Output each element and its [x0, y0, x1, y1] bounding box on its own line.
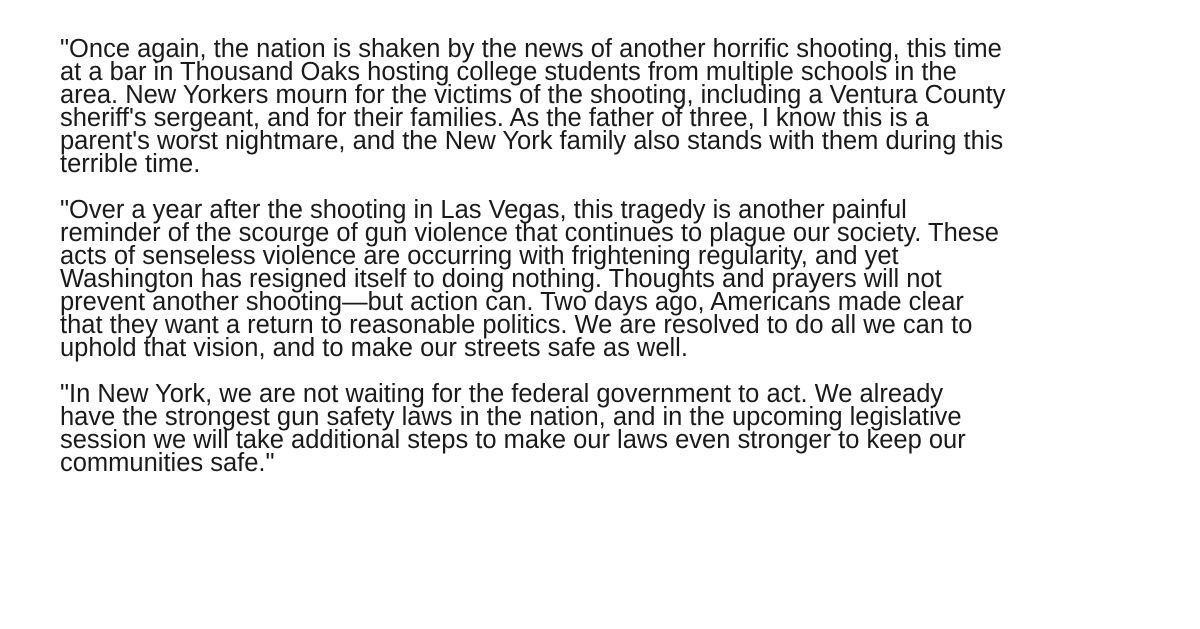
text-line: "In New York, we are not waiting for the federal government to act. We already: [60, 380, 944, 408]
text-line: acts of senseless violence are occurring with frightening regularity, and yet: [60, 242, 899, 270]
paragraph-1: [60, 35, 1180, 178]
paragraph-3: [60, 380, 1180, 477]
text-line: that they want a return to reasonable politics. We are resolved to do all we can to: [60, 311, 973, 339]
text-line: uphold that vision, and to make our streets safe as well.: [60, 334, 688, 362]
text-line: "Once again, the nation is shaken by the news of another horrific shooting, this time: [60, 35, 1002, 63]
text-line: "Over a year after the shooting in Las Vegas, this tragedy is another painful: [60, 196, 907, 224]
text-line: session we will take additional steps to make our laws even stronger to keep our: [60, 426, 966, 454]
text-line: at a bar in Thousand Oaks hosting college students from multiple schools in the: [60, 58, 957, 86]
text-line: have the strongest gun safety laws in the nation, and in the upcoming legislative: [60, 403, 962, 431]
text-line: sheriff's sergeant, and for their families. As the father of three, I know this is a: [60, 104, 929, 132]
text-line: communities safe.": [60, 449, 275, 477]
text-line: area. New Yorkers mourn for the victims of the shooting, including a Ventura County: [60, 81, 1006, 109]
text-line: parent's worst nightmare, and the New York family also stands with them during this: [60, 127, 1004, 155]
text-line: reminder of the scourge of gun violence that continues to plague our society. These: [60, 219, 999, 247]
text-line: Washington has resigned itself to doing nothing. Thoughts and prayers will not: [60, 265, 942, 293]
statement-text: [60, 35, 1180, 498]
text-line: prevent another shooting—but action can. Two days ago, Americans made clear: [60, 288, 964, 316]
text-line: terrible time.: [60, 150, 201, 178]
paragraph-2: [60, 196, 1180, 362]
